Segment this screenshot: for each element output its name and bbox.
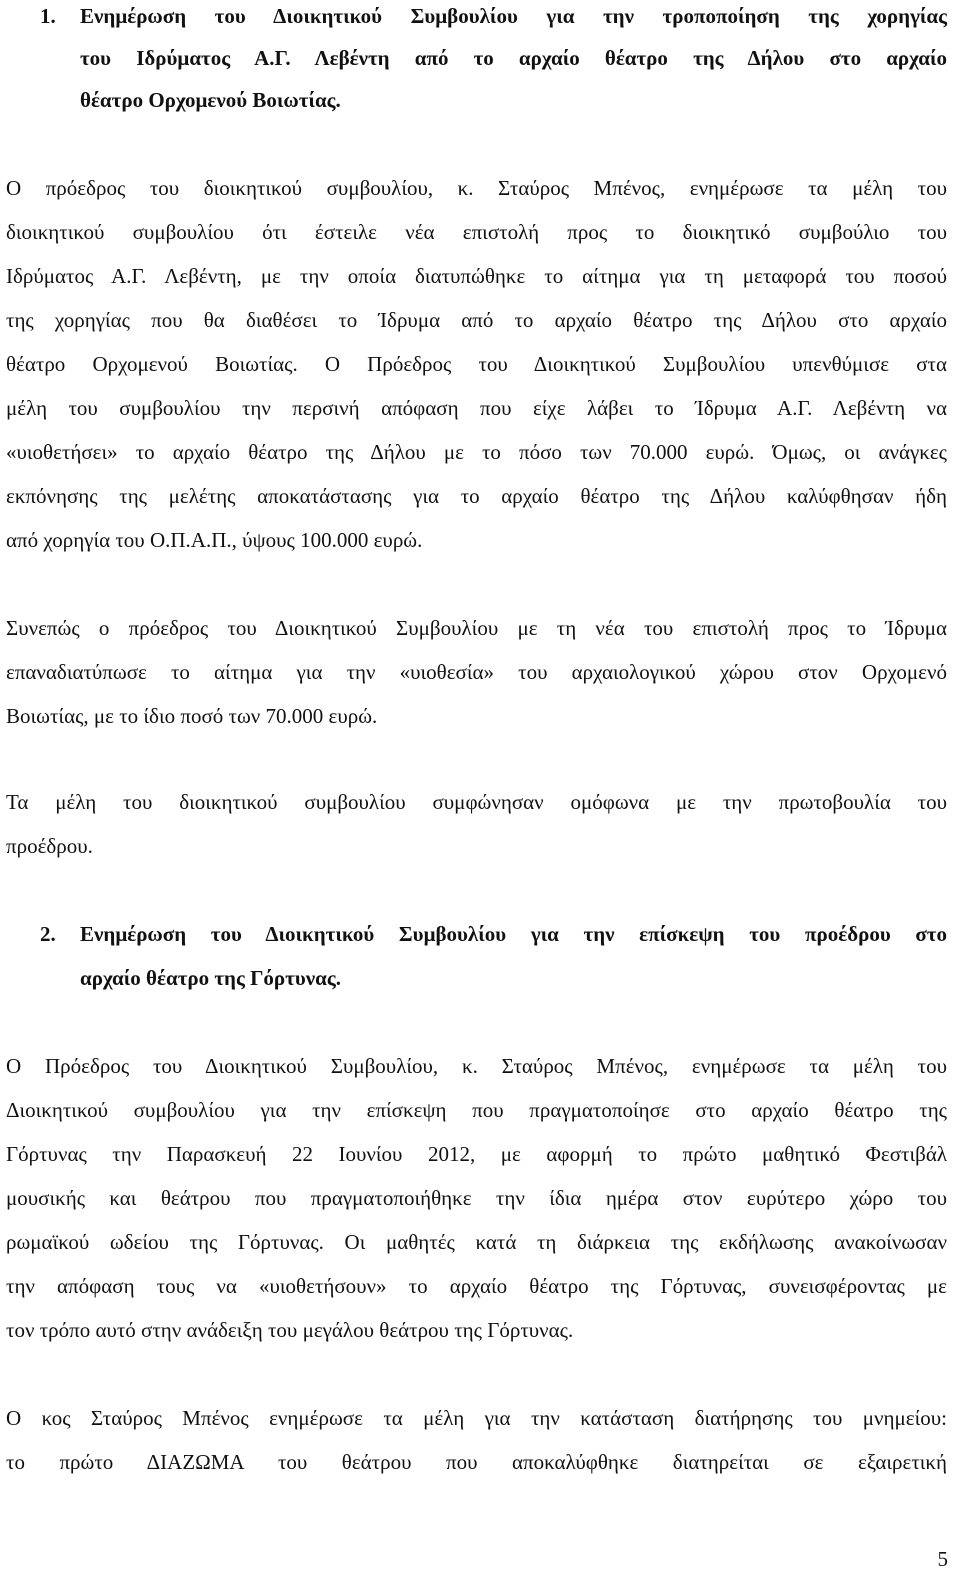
paragraph-line: τον τρόπο αυτό στην ανάδειξη του μεγάλου θεάτρου της Γόρτυνας. (6, 1318, 574, 1342)
section-1-heading-line: του Ιδρύματος Α.Γ. Λεβέντη από το αρχαίο θέατρο της Δήλου στο αρχαίο (80, 46, 947, 70)
paragraph-line: το πρώτο ΔΙΑΖΩΜΑ του θεάτρου που αποκαλύφθηκε διατηρείται σε εξαιρετική (6, 1450, 947, 1474)
paragraph-line: Συνεπώς ο πρόεδρος του Διοικητικού Συμβουλίου με τη νέα του επιστολή προς το Ίδρυμα (6, 616, 947, 640)
paragraph-line: της χορηγίας που θα διαθέσει το Ίδρυμα από το αρχαίο θέατρο της Δήλου στο αρχαίο (6, 308, 947, 332)
section-2-heading-line: αρχαίο θέατρο της Γόρτυνας. (80, 966, 341, 990)
paragraph-line: Βοιωτίας, με το ίδιο ποσό των 70.000 ευρώ. (6, 704, 378, 728)
paragraph-line: Τα μέλη του διοικητικού συμβουλίου συμφώνησαν ομόφωνα με την πρωτοβουλία του (6, 790, 947, 814)
paragraph-line: θέατρο Ορχομενού Βοιωτίας. Ο Πρόεδρος του Διοικητικού Συμβουλίου υπενθύμισε στα (6, 352, 947, 376)
page-number: 5 (937, 1547, 948, 1571)
paragraph-line: «υιοθετήσει» το αρχαίο θέατρο της Δήλου με το πόσο των 70.000 ευρώ. Όμως, οι ανάγκες (6, 440, 947, 464)
paragraph-line: επαναδιατύπωσε το αίτημα για την «υιοθεσία» του αρχαιολογικού χώρου στον Ορχομενό (6, 660, 947, 684)
paragraph-line: από χορηγία του Ο.Π.Α.Π., ύψους 100.000 ευρώ. (6, 528, 423, 552)
paragraph-line: Διοικητικού συμβουλίου για την επίσκεψη που πραγματοποίησε στο αρχαίο θέατρο της (6, 1098, 947, 1122)
paragraph-line: μέλη του συμβουλίου την περσινή απόφαση που είχε λάβει το Ίδρυμα Α.Γ. Λεβέντη να (6, 396, 947, 420)
paragraph-line: Ο πρόεδρος του διοικητικού συμβουλίου, κ. Σταύρος Μπένος, ενημέρωσε τα μέλη του (6, 176, 947, 200)
paragraph-line: εκπόνησης της μελέτης αποκατάστασης για το αρχαίο θέατρο της Δήλου καλύφθησαν ήδη (6, 484, 947, 508)
paragraph-line: ρωμαϊκού ωδείου της Γόρτυνας. Οι μαθητές κατά τη διάρκεια της εκδήλωσης ανακοίνωσαν (6, 1230, 947, 1254)
paragraph-line: μουσικής και θεάτρου που πραγματοποιήθηκε την ίδια ημέρα στον ευρύτερο χώρο του (6, 1186, 947, 1210)
section-2-number: 2. (40, 922, 56, 946)
paragraph-line: Ιδρύματος Α.Γ. Λεβέντη, με την οποία διατυπώθηκε το αίτημα για τη μεταφορά του ποσού (6, 264, 947, 288)
section-1-number: 1. (40, 4, 56, 28)
paragraph-line: διοικητικού συμβουλίου ότι έστειλε νέα επιστολή προς το διοικητικό συμβούλιο του (6, 220, 947, 244)
paragraph-line: Ο κος Σταύρος Μπένος ενημέρωσε τα μέλη για την κατάσταση διατήρησης του μνημείου: (6, 1406, 947, 1430)
paragraph-line: την απόφαση τους να «υιοθετήσουν» το αρχαίο θέατρο της Γόρτυνας, συνεισφέροντας με (6, 1274, 947, 1298)
section-1-heading-line: θέατρο Ορχομενού Βοιωτίας. (80, 88, 341, 112)
section-1-heading-line: Ενημέρωση του Διοικητικού Συμβουλίου για την τροποποίηση της χορηγίας (80, 4, 947, 28)
paragraph-line: προέδρου. (6, 834, 93, 858)
paragraph-line: Γόρτυνας την Παρασκευή 22 Ιουνίου 2012, με αφορμή το πρώτο μαθητικό Φεστιβάλ (6, 1142, 947, 1166)
section-2-heading-line: Ενημέρωση του Διοικητικού Συμβουλίου για την επίσκεψη του προέδρου στο (80, 922, 947, 946)
paragraph-line: Ο Πρόεδρος του Διοικητικού Συμβουλίου, κ. Σταύρος Μπένος, ενημέρωσε τα μέλη του (6, 1054, 947, 1078)
